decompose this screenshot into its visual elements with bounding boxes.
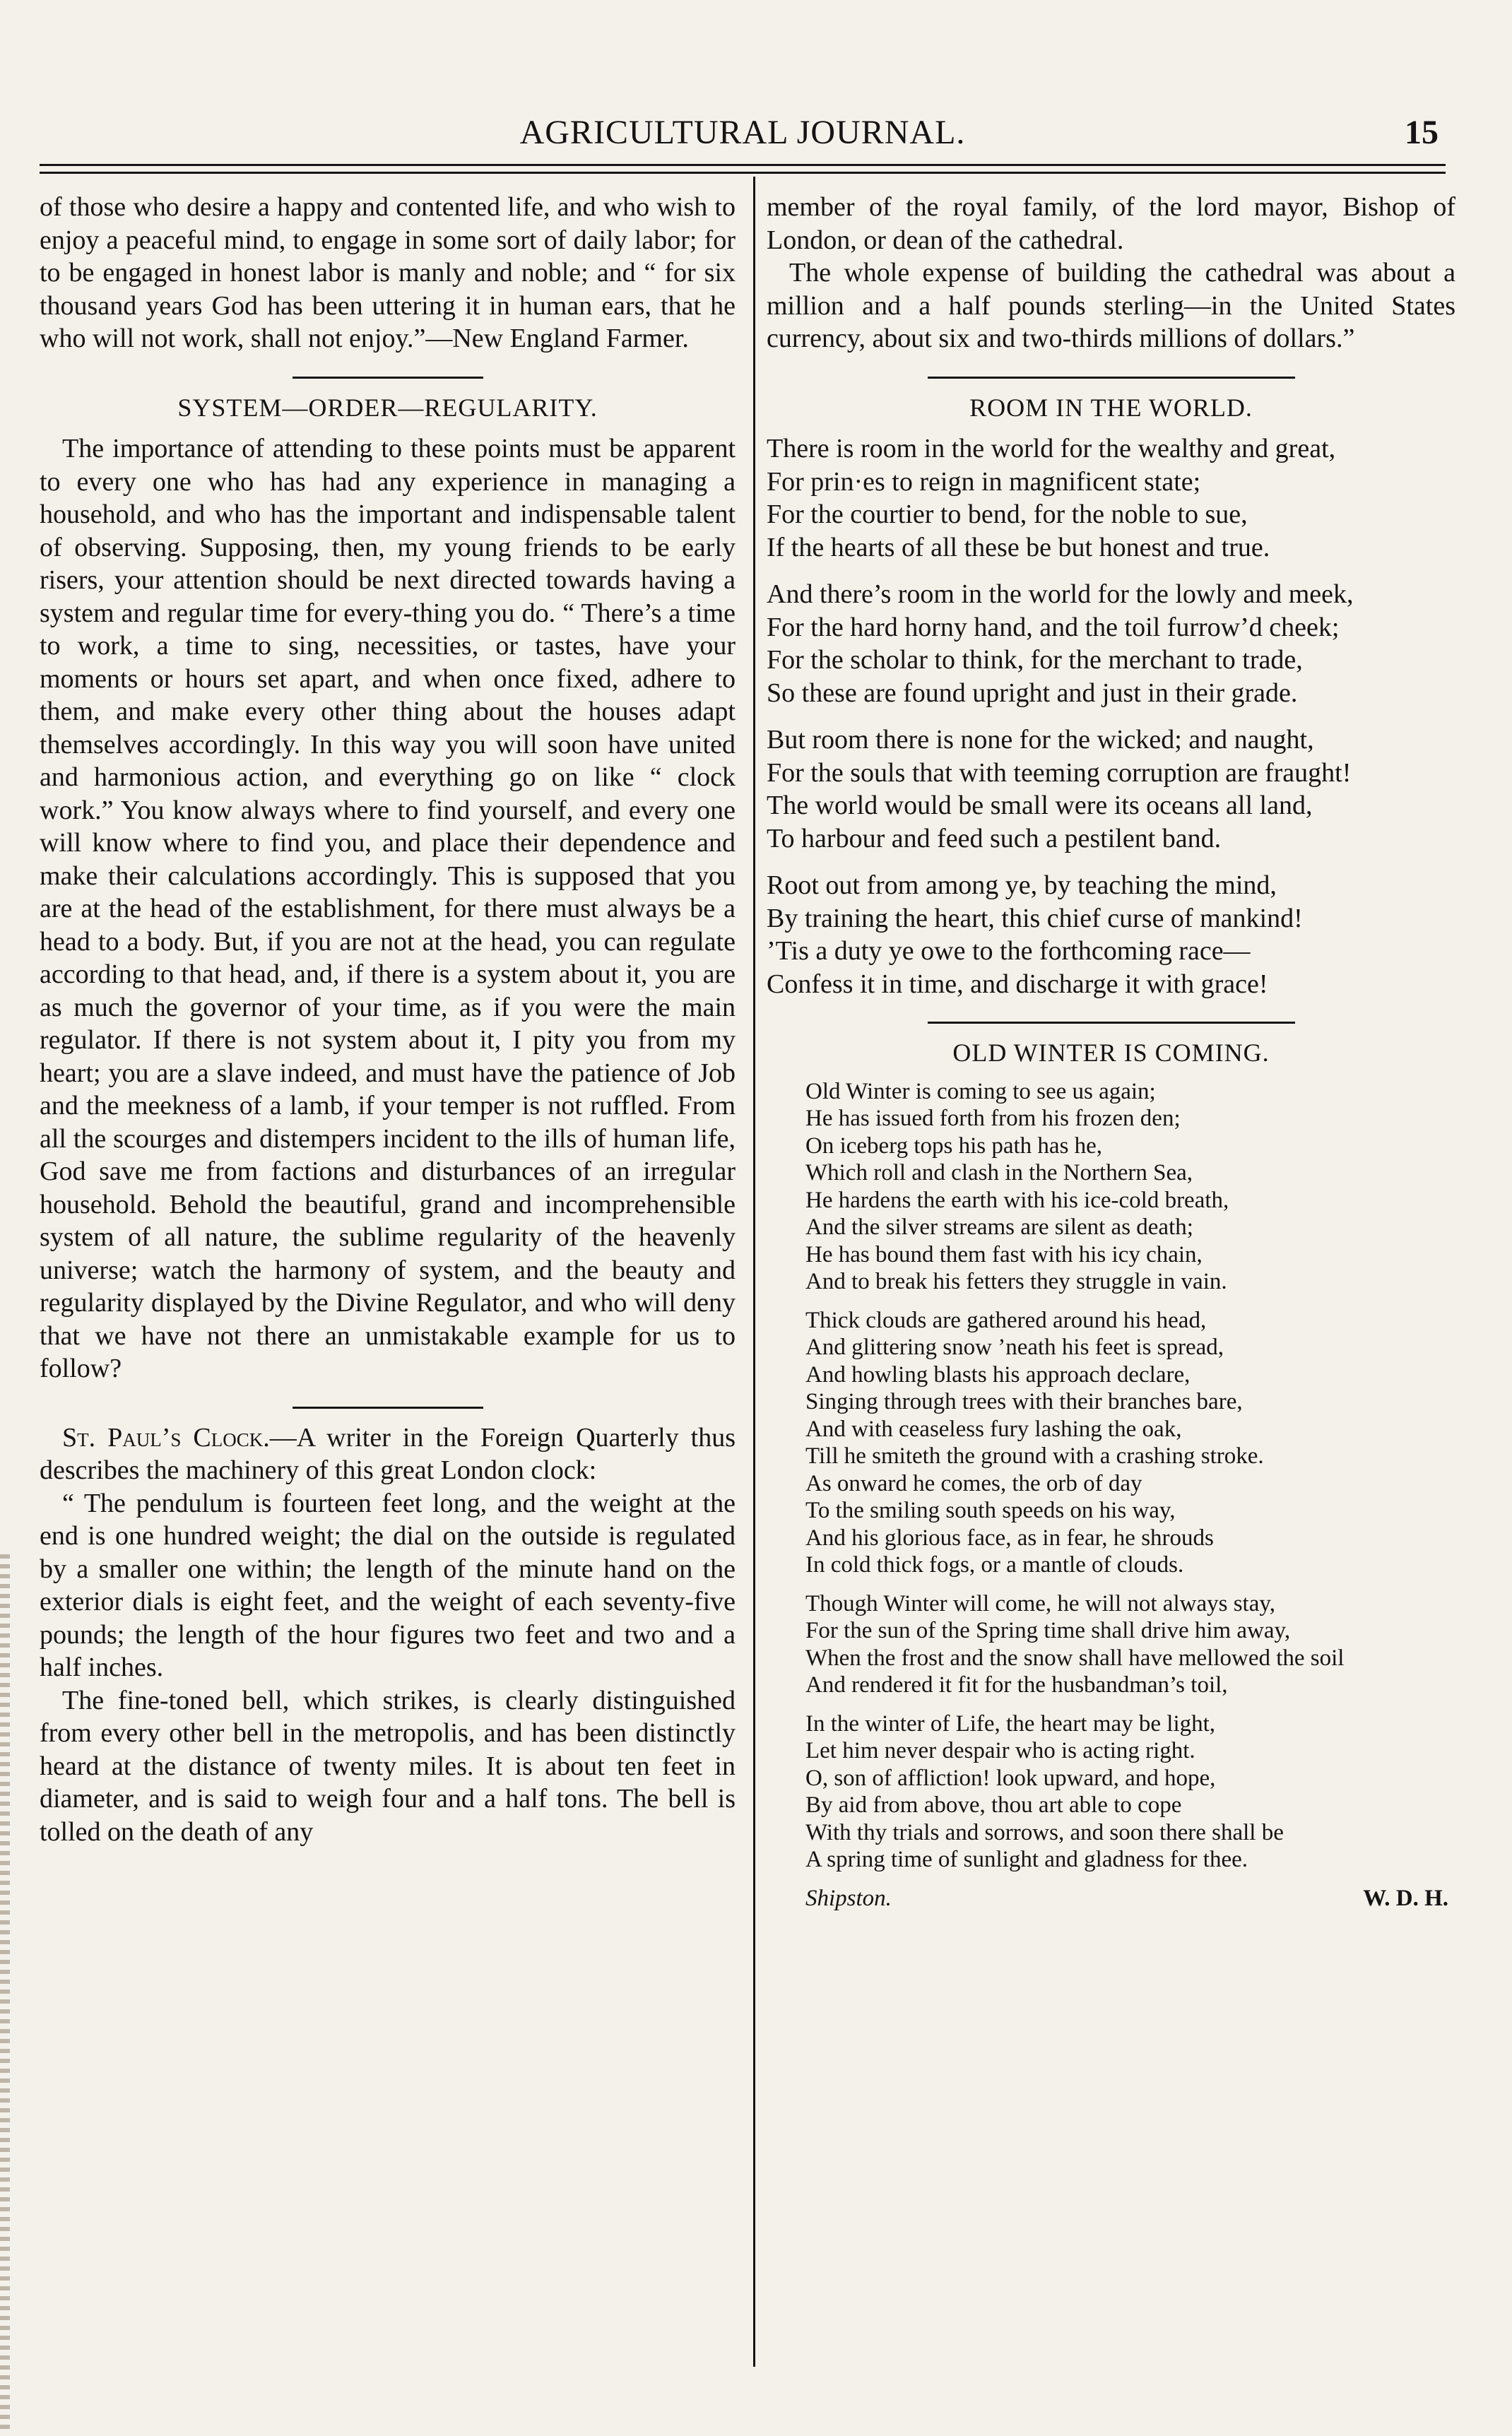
poem-line: And rendered it fit for the husbandman’s toil, [805, 1672, 1228, 1698]
poem-line: And to break his fetters they struggle in vain. [805, 1269, 1227, 1294]
poem-signature [805, 1885, 1455, 1912]
section-separator [293, 377, 483, 379]
poem-line: So these are found upright and just in their grade. [767, 678, 1298, 708]
poem-stanza [805, 1710, 1455, 1874]
intro-paragraph: of those who desire a happy and contented life, and who wish to enjoy a peaceful mind, to engage in some sort of daily labor; for to be engaged in honest labor is manly and noble; and “ for six thousand years God has been uttering it in human ears, that he who will not work, shall not enjoy.”—New England Farmer. [40, 192, 736, 353]
right-column [767, 191, 1455, 1912]
poem-line: For the courtier to bend, for the noble to sue, [767, 499, 1248, 529]
poem-stanza [767, 432, 1455, 564]
article-st-pauls-paragraph: The fine-toned bell, which strikes, is clearly distinguished from every other bell in the metropolis, and has been distinctly heard at the distance of twenty miles. It is about ten feet in diameter, and is said to weigh four and a half tons. The bell is tolled on the death of any [40, 1685, 736, 1847]
article-st-pauls-intro [40, 1421, 736, 1487]
poem-place: Shipston. [805, 1885, 892, 1911]
column-divider [753, 177, 755, 2367]
poem-stanza [767, 578, 1455, 709]
poem-line: And glittering snow ’neath his feet is spread, [805, 1335, 1224, 1360]
poem-line: By aid from above, thou art able to cope [805, 1792, 1182, 1818]
poem-line: And there’s room in the world for the lowly and meek, [767, 579, 1354, 609]
poem-stanza [767, 723, 1455, 855]
section-separator [293, 1407, 483, 1409]
poem-title-winter: OLD WINTER IS COMING. [952, 1039, 1270, 1067]
poem-line: On iceberg tops his path has he, [805, 1133, 1103, 1159]
poem-line: To the smiling south speeds on his way, [805, 1498, 1176, 1523]
poem-line: Old Winter is coming to see us again; [805, 1078, 1156, 1104]
poem-stanza [805, 1307, 1455, 1579]
article-body-system: The importance of attending to these points must be apparent to every one who has had any experience in managing a household, and who has the important and indispensable talent of observing. Supposing, then, my young friends to be early risers, your attention should be next directed towards having a system and regular time for every-thing you do. “ There’s a time to work, a time to sing, necessities, or tastes, have your moments or hours set apart, and when once fixed, adhere to them, and make every other thing about the houses adapt themselves accordingly. In this way you will soon have united and harmonious action, and everything go on like “ clock work.” You know always where to find yourself, and every one will know where to find you, and place their dependence and make their calculations accordingly. This is supposed that you are at the head of the establishment, for there must always be a head to a body. But, if you are not at the head, you can regulate according to that head, and, if there is a system about it, you are as much the governor of your time, as if you were the main regulator. If there is not system about it, I pity you from my heart; you are a slave indeed, and must have the patience of Job and the meekness of a lamb, if your temper is not ruffled. From all the scourges and distempers incident to the ills of human life, God save me from factions and disturbances of an irregular household. Behold the beautiful, grand and incomprehensible system of all nature, the sublime regularity of the heavenly universe; watch the harmony of system, and the beauty and regularity displayed by the Divine Regulator, and who will deny that we have not there an unmistakable example for us to follow? [40, 434, 736, 1383]
poem-line: For the hard horny hand, and the toil furrow’d cheek; [767, 612, 1340, 642]
poem-line: For prin·es to reign in magnificent state; [767, 466, 1201, 497]
poem-old-winter [767, 1078, 1455, 1912]
section-separator [928, 377, 1295, 379]
poem-stanza [805, 1078, 1455, 1296]
article-st-pauls-paragraph: “ The pendulum is fourteen feet long, and the weight at the end is one hundred weight; the dial on the outside is regulated by a smaller one within; the length of the minute hand on the exterior dials is eight feet, and the weight of each seventy-five pounds; the length of the hour figures two feet and two and a half inches. [40, 1488, 736, 1682]
poem-line: But room there is none for the wicked; and naught, [767, 725, 1314, 755]
poem-line: O, son of affliction! look upward, and hope, [805, 1765, 1216, 1791]
poem-line: And the silver streams are silent as death; [805, 1214, 1193, 1240]
left-column [40, 191, 736, 1848]
page-number: 15 [1405, 114, 1439, 151]
poem-line: ’Tis a duty ye owe to the forthcoming race— [767, 936, 1251, 966]
poem-line: Thick clouds are gathered around his head, [805, 1307, 1207, 1333]
section-separator [928, 1022, 1295, 1024]
poem-line: To harbour and feed such a pestilent band. [767, 823, 1222, 853]
poem-line: For the souls that with teeming corruption are fraught! [767, 757, 1352, 788]
poem-stanza [767, 869, 1455, 1000]
journal-title: AGRICULTURAL JOURNAL. [519, 114, 966, 151]
poem-line: Singing through trees with their branches bare, [805, 1389, 1243, 1414]
article-st-pauls-lead: St. Paul’s Clock. [62, 1422, 270, 1453]
poem-line: If the hearts of all these be but honest and true. [767, 532, 1270, 562]
poem-line: He has bound them fast with his icy chain, [805, 1241, 1203, 1267]
poem-stanza [805, 1590, 1455, 1699]
continuation-paragraph: member of the royal family, of the lord mayor, Bishop of London, or dean of the cathedral. [767, 192, 1455, 255]
poem-line: A spring time of sunlight and gladness for thee. [805, 1847, 1248, 1872]
poem-line: In the winter of Life, the heart may be light, [805, 1710, 1216, 1737]
poem-line: Root out from among ye, by teaching the mind, [767, 870, 1277, 900]
article-st-pauls-intro-text: —A writer in the Foreign Quarterly thus describes the machinery of this great London clock: [40, 1422, 736, 1485]
poem-line: For the scholar to think, for the merchant to trade, [767, 645, 1303, 675]
poem-line: When the frost and the snow shall have mellowed the soil [805, 1645, 1345, 1671]
poem-line: And howling blasts his approach declare, [805, 1361, 1191, 1388]
poem-line: There is room in the world for the wealthy and great, [767, 434, 1336, 463]
binding-edge [0, 1554, 10, 2430]
poem-author: W. D. H. [1363, 1885, 1448, 1911]
header-rule [40, 164, 1446, 174]
poem-line: And with ceaseless fury lashing the oak, [805, 1416, 1182, 1442]
poem-line: As onward he comes, the orb of day [805, 1470, 1142, 1496]
poem-line: By training the heart, this chief curse of mankind! [767, 903, 1303, 933]
poem-line: He has issued forth from his frozen den; [805, 1106, 1181, 1131]
poem-room-in-the-world [767, 432, 1455, 1000]
poem-line: Which roll and clash in the Northern Sea, [805, 1160, 1193, 1186]
poem-line: With thy trials and sorrows, and soon there shall be [805, 1819, 1284, 1845]
poem-line: For the sun of the Spring time shall drive him away, [805, 1618, 1291, 1643]
continuation-paragraph: The whole expense of building the cathedral was about a million and a half pounds sterling—in the United States currency, about six and two-thirds millions of dollars.” [767, 258, 1455, 353]
poem-line: In cold thick fogs, or a mantle of clouds. [805, 1552, 1184, 1578]
poem-line: Confess it in time, and discharge it with grace! [767, 969, 1268, 999]
poem-title-room: ROOM IN THE WORLD. [969, 393, 1253, 422]
page-header [40, 106, 1446, 155]
poem-line: The world would be small were its oceans all land, [767, 791, 1313, 820]
poem-line: He hardens the earth with his ice-cold breath, [805, 1187, 1229, 1213]
poem-line: Though Winter will come, he will not always stay, [805, 1590, 1275, 1616]
poem-line: Let him never despair who is acting right. [805, 1738, 1195, 1763]
poem-line: Till he smiteth the ground with a crashing stroke. [805, 1443, 1264, 1469]
poem-line: And his glorious face, as in fear, he shrouds [805, 1525, 1214, 1551]
article-heading-system: SYSTEM—ORDER—REGULARITY. [177, 393, 598, 422]
